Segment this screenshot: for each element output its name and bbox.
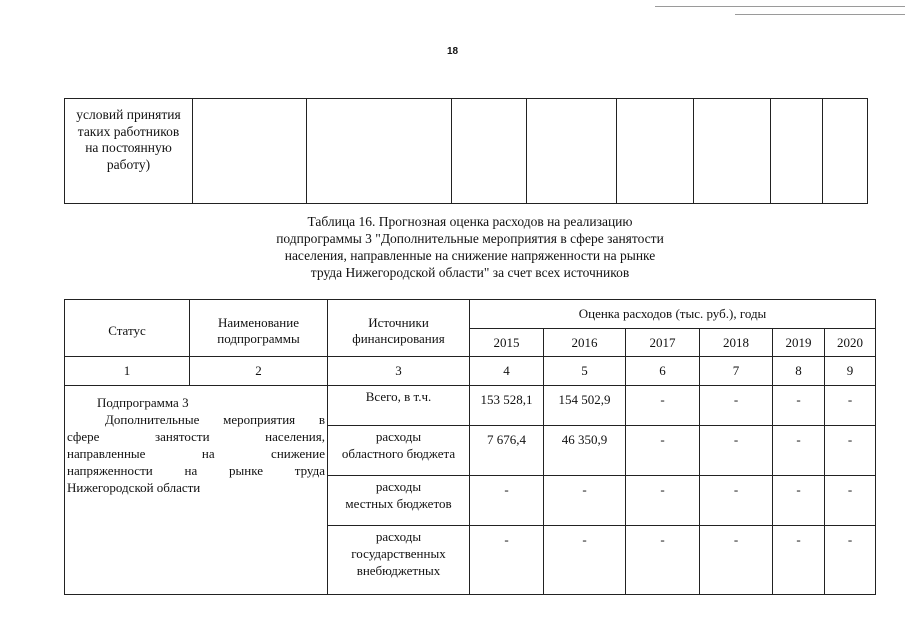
funding-source-total: Всего, в т.ч. — [328, 386, 470, 426]
column-number: 1 — [65, 357, 190, 386]
header-year: 2016 — [544, 329, 626, 357]
value-cell: - — [773, 526, 825, 595]
header-status: Статус — [65, 300, 190, 357]
expense-estimate-table — [64, 299, 876, 595]
column-number: 2 — [190, 357, 328, 386]
header-funding-sources: Источники финансирования — [328, 300, 470, 357]
funding-source-local: расходы местных бюджетов — [328, 476, 470, 526]
column-number: 8 — [773, 357, 825, 386]
continued-table-fragment — [64, 98, 868, 204]
value-cell: 153 528,1 — [470, 386, 544, 426]
value-cell: - — [700, 476, 773, 526]
value-cell: - — [773, 426, 825, 476]
status-desc-line: Дополнительные мероприятия в — [105, 412, 325, 427]
value-cell: - — [700, 426, 773, 476]
column-number: 9 — [825, 357, 876, 386]
column-number: 6 — [626, 357, 700, 386]
empty-cell — [527, 99, 617, 204]
page-number: 18 — [446, 46, 459, 57]
value-cell: - — [825, 426, 876, 476]
header-year: 2015 — [470, 329, 544, 357]
header-year: 2019 — [773, 329, 825, 357]
value-cell: - — [470, 526, 544, 595]
empty-cell — [771, 99, 823, 204]
value-cell: 154 502,9 — [544, 386, 626, 426]
table-caption: Таблица 16. Прогнозная оценка расходов на реализацию подпрограммы 3 "Дополнительные мероприятия в сфере занятости населения, направленные на снижение напряженности на рынке труда Нижегородской области" за счет всех источников — [276, 214, 664, 280]
status-desc-line: сфере занятости населения, — [67, 429, 325, 444]
status-desc-line: напряженности на рынке труда — [67, 463, 325, 478]
funding-source-regional: расходы областного бюджета — [328, 426, 470, 476]
column-number: 7 — [700, 357, 773, 386]
value-cell: - — [470, 476, 544, 526]
scan-artifact-line — [655, 6, 905, 7]
value-cell: - — [700, 526, 773, 595]
value-cell: - — [773, 386, 825, 426]
header-subprogram-name: Наименование подпрограммы — [190, 300, 328, 357]
status-desc-line: Нижегородской области — [67, 480, 201, 495]
value-cell: 7 676,4 — [470, 426, 544, 476]
value-cell: - — [825, 386, 876, 426]
value-cell: - — [626, 386, 700, 426]
funding-source-extrabudgetary: расходы государственных внебюджетных — [328, 526, 470, 595]
scan-artifact-line — [735, 14, 905, 15]
continued-cell-text: условий принятия таких работников на постоянную работу) — [65, 99, 193, 204]
column-number: 5 — [544, 357, 626, 386]
empty-cell — [452, 99, 527, 204]
status-title: Подпрограмма 3 — [97, 395, 189, 410]
value-cell: - — [700, 386, 773, 426]
value-cell: - — [825, 526, 876, 595]
column-number: 4 — [470, 357, 544, 386]
empty-cell — [694, 99, 771, 204]
header-year: 2020 — [825, 329, 876, 357]
value-cell: - — [626, 476, 700, 526]
empty-cell — [617, 99, 694, 204]
empty-cell — [823, 99, 868, 204]
value-cell: - — [626, 426, 700, 476]
empty-cell — [307, 99, 452, 204]
value-cell: - — [825, 476, 876, 526]
value-cell: 46 350,9 — [544, 426, 626, 476]
empty-cell — [193, 99, 307, 204]
status-desc-line: направленные на снижение — [67, 446, 325, 461]
value-cell: - — [544, 526, 626, 595]
header-year: 2017 — [626, 329, 700, 357]
value-cell: - — [544, 476, 626, 526]
column-number: 3 — [328, 357, 470, 386]
value-cell: - — [626, 526, 700, 595]
header-expense-estimate: Оценка расходов (тыс. руб.), годы — [470, 300, 876, 329]
header-year: 2018 — [700, 329, 773, 357]
value-cell: - — [773, 476, 825, 526]
status-subprogram-cell — [65, 386, 328, 595]
